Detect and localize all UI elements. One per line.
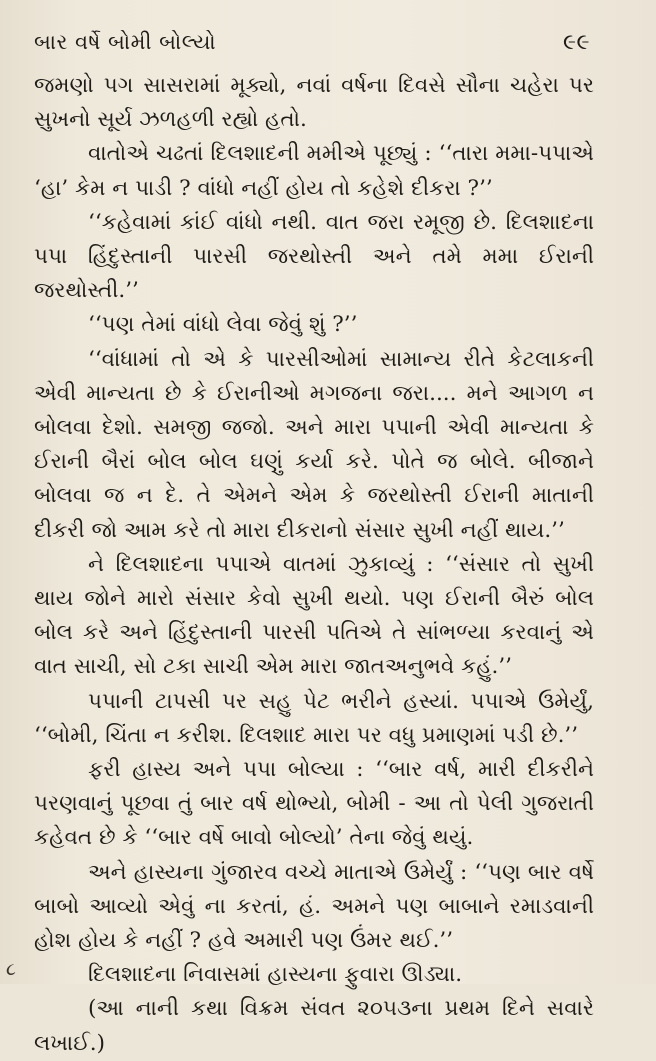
paragraph: અને હાસ્યના ગુંજારવ વચ્ચે માતાએ ઉમેર્યું : ‘‘પણ બાર વર્ષે બાબો આવ્યો એવું ના કરતાં, હં. અમને પણ બાબાને રમાડવાની હોશ હોય કે નહીં ? હવે અમારી પણ ઉંમર થઈ.’’ [34,859,594,954]
paragraph: વાતોએ ચઢતાં દિલશાદની મમીએ પૂછ્યું : ‘‘તારા મમા-પપાએ ‘હા’ કેમ ન પાડી ? વાંધો નહીં હોય તો કહેશે દીકરા ?’’ [34,141,594,201]
paragraph: ને દિલશાદના પપાએ વાતમાં ઝુકાવ્યું : ‘‘સંસાર તો સુખી થાય જોને મારો સંસાર કેવો સુખી થયો. પણ ઈરાની બૈરું બોલ બોલ કરે અને હિંદુસ્તાની પારસી પતિએ તે સાંભળ્યા કરવાનું એ વાત સાચી, સો ટકા સાચી એમ મારા જાતઅનુભવે કહું.’’ [34,551,594,680]
paragraph: ‘‘પણ તેમાં વાંધો લેવા જેવું શું ?’’ [88,312,358,338]
page-number: ૯૯ [562,30,590,55]
paragraph: ‘‘કહેવામાં કાંઈ વાંધો નથી. વાત જરા રમૂજી છે. દિલશાદના પપા હિંદુસ્તાની પારસી જરથોસ્તી અને તમે મમા ઈરાની જરથોસ્તી.’’ [34,209,594,304]
chapter-title: બાર વર્ષે બોમી બોલ્યો [34,30,217,54]
running-head [34,30,594,55]
paragraph: ફરી હાસ્ય અને પપા બોલ્યા : ‘‘બાર વર્ષ, મારી દીકરીને પરણવાનું પૂછવા તું બાર વર્ષ થોભ્યો, બોમી - આ તો પેલી ગુજરાતી કહેવત છે કે ‘‘બાર વર્ષે બાવો બોલ્યો’ તેના જેવું થયું. [34,757,594,851]
paragraph: દિલશાદના નિવાસમાં હાસ્યના ફુવારા ઊડ્યા. [88,962,463,988]
paragraph: ‘‘વાંધામાં તો એ કે પારસીઓમાં સામાન્ય રીતે કેટલાકની એવી માન્યતા છે કે ઈરાનીઓ મગજના જરા.... મને આગળ ન બોલવા દેશો. સમજી જજો. અને મારા પપાની એવી માન્યતા કે ઈરાની બૈરાં બોલ બોલ ઘણું કર્યા કરે. પોતે જ બોલે. બીજાને બોલવા જ ન દે. તે એમને એમ કે જરથોસ્તી ઈરાની માતાની દીકરી જો આમ કરે તો મારા દીકરાનો સંસાર સુખી નહીં થાય.’’ [34,346,594,543]
corner-mark: ૮ [6,959,16,980]
paragraph: (આ નાની કથા વિક્રમ સંવત ૨૦૫૩ના પ્રથમ દિને સવારે લખાઈ.) [34,996,594,1056]
paragraph: પપાની ટાપસી પર સહુ પેટ ભરીને હસ્યાં. પપાએ ઉમેર્યું, ‘‘બોમી, ચિંતા ન કરીશ. દિલશાદ મારા પર વધુ પ્રમાણમાં પડી છે.’’ [34,688,594,748]
paragraph: જમણો પગ સાસરામાં મૂક્યો, નવાં વર્ષના દિવસે સૌના ચહેરા પર સુખનો સૂર્ય ઝળહળી રહ્યો હતો. [34,73,594,133]
body-text [34,69,594,1061]
